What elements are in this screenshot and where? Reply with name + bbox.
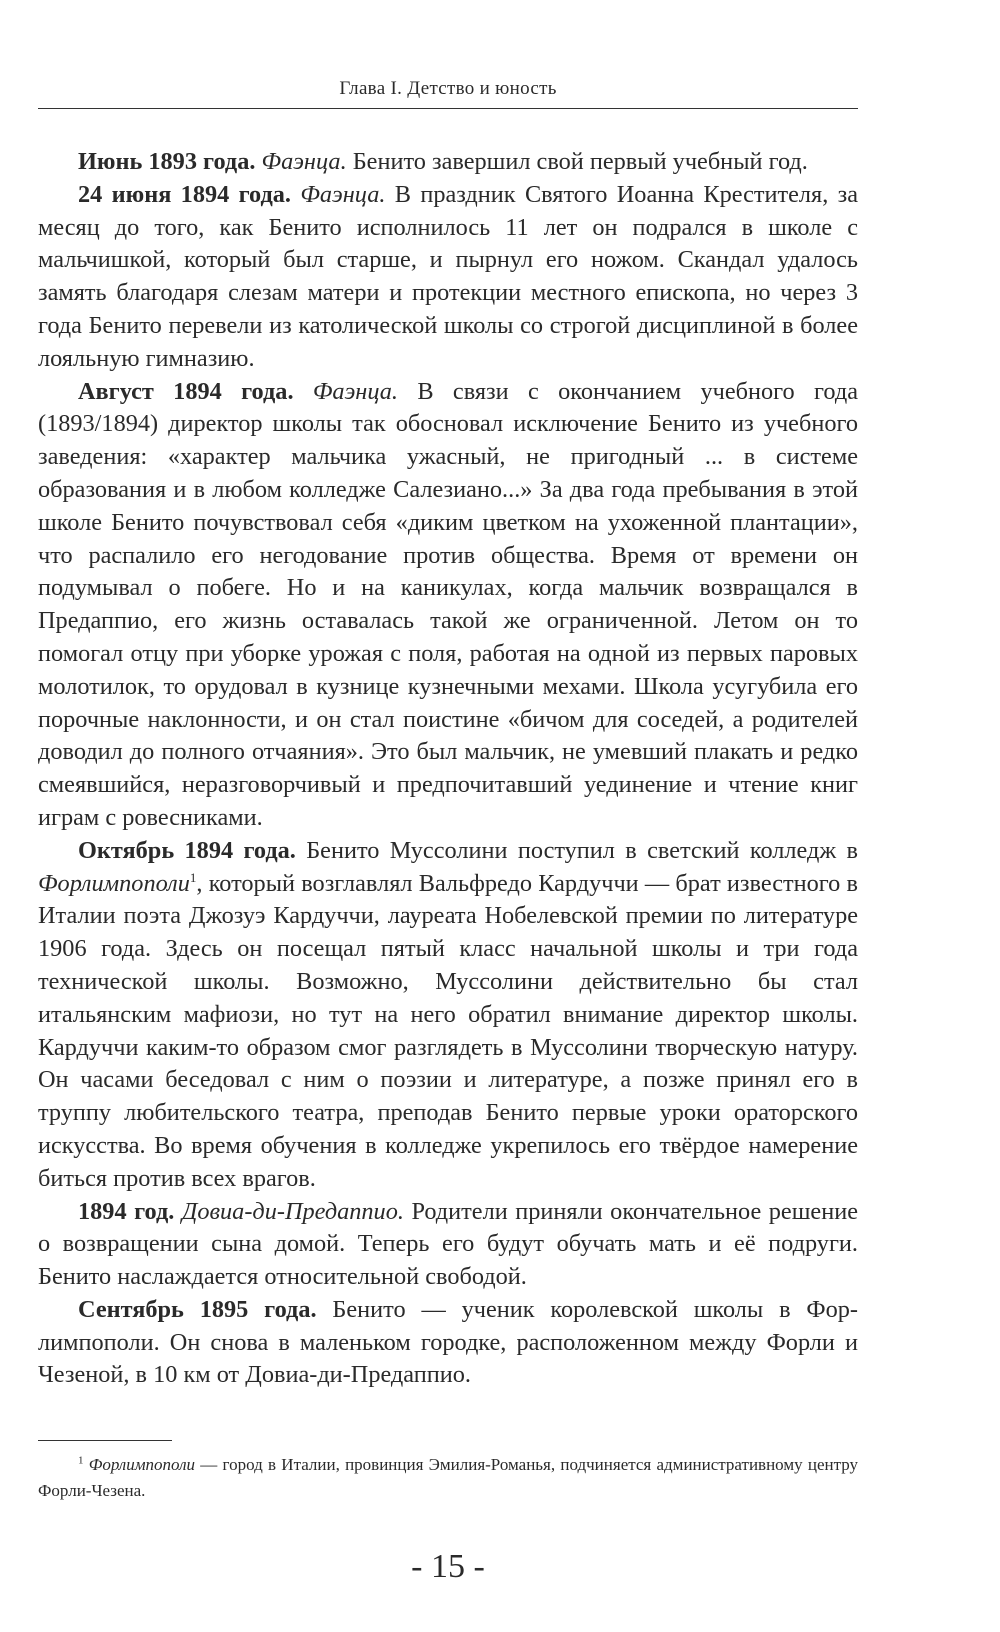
- entry-june-24-1894: [38, 179, 858, 376]
- entry-text: Бенито завершил свой первый учебный год.: [346, 148, 808, 175]
- footnote-mark: 1: [78, 1454, 84, 1467]
- entry-1894: [38, 1196, 858, 1294]
- entry-place: Фаэнца.: [261, 148, 347, 175]
- entry-text-before: Бенито Муссолини поступил в светский колледж в: [295, 836, 858, 864]
- entry-date: Август 1894 года.: [78, 377, 294, 405]
- footnote-reference[interactable]: 1: [189, 869, 197, 885]
- entry-september-1895: [38, 1294, 858, 1392]
- entry-place: Довиа-ди-Предаппио.: [181, 1197, 404, 1225]
- entry-date: Июнь 1893 года.: [78, 148, 256, 175]
- entry-text: В связи с окончанием учебного года (1893/1894) директор школы так обосновал исключение Бенито из учебного заведения: «характер мальчика ужасный, не пригодный ... в системе образования и в любом колледже Салезиано...» За два года пребывания в этой школе Бенито почувствовал себя «диким цветком на ухоженной плантации», что распалило его негодование против общества. Время от времени он подумывал о побеге. Но и на каникулах, когда мальчик возвращался в Предаппио, его жизнь оставалась такой же ограниченной. Летом он то помогал отцу при уборке урожая с поля, работая на одной из первых паровых молотилок, то орудовал в кузнице кузнечными мехами. Школа усугубила его порочные наклонности, и он стал поистине «бичом для соседей, а родителей доводил до полного отчаяния». Это был мальчик, не умевший плакать и редко смеявшийся, неразговорчивый и предпочитавший уединение и чтение книг играм с ровесниками.: [38, 377, 858, 831]
- footnote-text: — город в Италии, провинция Эмилия-Романья, подчиняется административному центру Форли-Чезена.: [38, 1455, 859, 1500]
- entry-text: Бенито — ученик королевской школы в Форлимпополи. Он снова в маленьком городке, расположенном между Форли и Чезеной, в 10 км от Довиа-ди-Предаппио.: [38, 1295, 858, 1389]
- footnote: [38, 1452, 858, 1504]
- entry-date: 24 июня 1894 года.: [78, 180, 291, 208]
- footnote-term: Форлимпополи: [88, 1455, 196, 1474]
- header-divider: [38, 108, 858, 109]
- entry-date: Сентябрь 1895 года.: [78, 1295, 317, 1323]
- entry-date: Октябрь 1894 года.: [78, 836, 296, 864]
- entry-place: Фаэнца.: [312, 377, 398, 405]
- page-number: - 15 -: [411, 1548, 485, 1585]
- entry-june-1893: [38, 146, 858, 179]
- entry-place: Фаэнца.: [300, 180, 386, 208]
- entry-place: Форлимпополи: [38, 869, 190, 897]
- entry-october-1894: [38, 835, 858, 1196]
- footnote-divider: [38, 1440, 172, 1441]
- running-head: Глава I. Детство и юность: [339, 78, 557, 99]
- entry-text: , который возглавлял Вальфредо Кардуччи — брат известного в Италии поэта Джозуэ Кардуччи, лауреата Нобелевской премии по литературе 1906 года. Здесь он посещал пятый класс начальной школы и три года технической школы. Возможно, Муссолини действительно бы стал итальянским мафиози, но тут на него обратил внимание директор школы. Кардуччи каким-то образом смог разглядеть в Муссолини творческую натуру. Он часами беседовал с ним о поэзии и литературе, а позже принял его в труппу любительского театра, преподав Бенито первые уроки ораторского искусства. Во время обучения в колледже укрепилось его твёрдое намерение биться против всех врагов.: [38, 869, 858, 1192]
- entry-text: Родители приняли окончательное решение о возвращении сына домой. Теперь его будут обучать мать и её подруги. Бенито наслаждается относительной свободой.: [38, 1197, 858, 1291]
- entry-text: В праздник Святого Иоанна Крестителя, за месяц до того, как Бенито исполнилось 11 лет он подрался в школе с мальчишкой, который был старше, и пырнул его ножом. Скандал удалось замять благодаря слезам матери и протекции местного епископа, но через 3 года Бенито перевели из католической школы со строгой дисциплиной в более лояльную гимназию.: [38, 180, 859, 372]
- body-text: [38, 146, 858, 1392]
- entry-date: 1894 год.: [78, 1197, 175, 1225]
- entry-august-1894: [38, 376, 858, 835]
